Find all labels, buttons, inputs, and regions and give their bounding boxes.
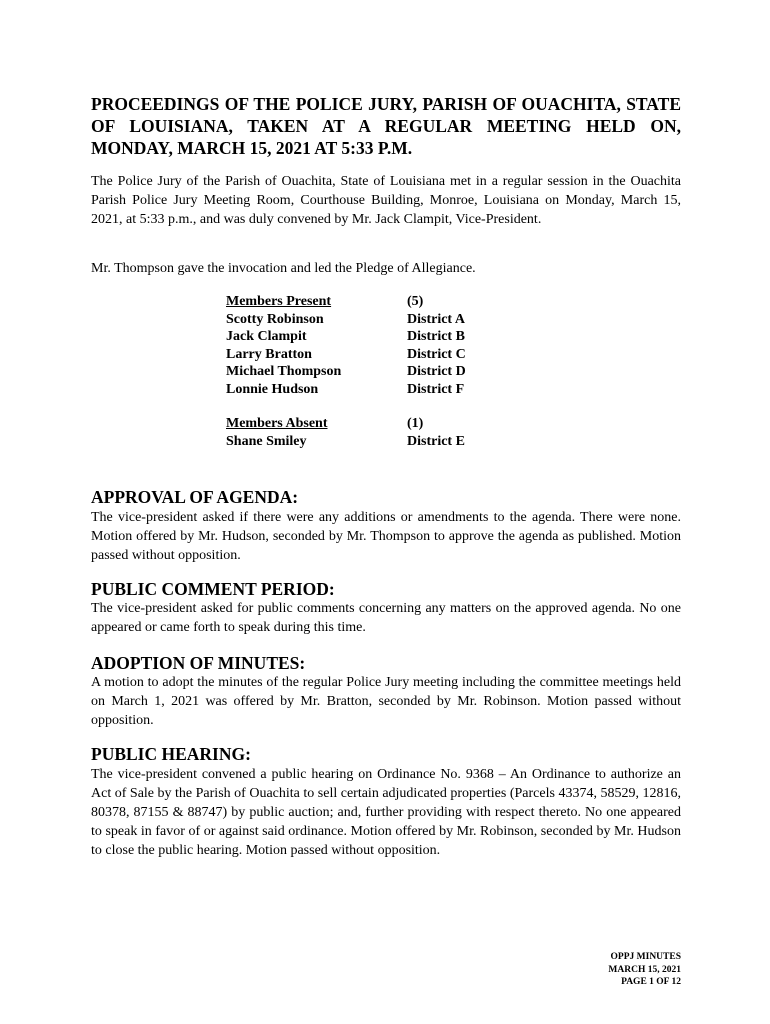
footer-page-number: PAGE 1 OF 12 bbox=[621, 977, 681, 987]
member-row bbox=[226, 381, 526, 399]
member-row bbox=[226, 328, 526, 346]
footer-minutes-label: OPPJ MINUTES bbox=[610, 952, 681, 962]
member-district: District B bbox=[407, 329, 465, 344]
member-district: District D bbox=[407, 364, 466, 379]
section-body-approval-of-agenda: The vice-president asked if there were any additions or amendments to the agenda. There were none. Motion offered by Mr. Hudson, seconded by Mr. Thompson to approve the agenda as published. Motion passed without opposition. bbox=[91, 510, 681, 563]
member-name: Scotty Robinson bbox=[226, 311, 324, 327]
section-heading-public-hearing: PUBLIC HEARING: bbox=[91, 744, 251, 764]
intro-paragraph: The Police Jury of the Parish of Ouachita, State of Louisiana met in a regular session in the Ouachita Parish Police Jury Meeting Room, Courthouse Building, Monroe, Louisiana on Monday, March 15, 2021, at 5:33 p.m., and was duly convened by Mr. Jack Clampit, Vice-President. bbox=[91, 174, 681, 227]
section-body-public-hearing: The vice-president convened a public hearing on Ordinance No. 9368 – An Ordinance to authorize an Act of Sale by the Parish of Ouachita to sell certain adjudicated properties (Parcels 43374, 58529, 12816, 80378, 87155 & 88747) by public auction; and, further providing with respect thereto. No one appeared to speak in favor of or against said ordinance. Motion offered by Mr. Robinson, seconded by Mr. Hudson to close the public hearing. Motion passed without opposition. bbox=[91, 767, 681, 858]
page-footer bbox=[608, 951, 681, 989]
member-district: District A bbox=[407, 311, 465, 327]
section-body-public-comment: The vice-president asked for public comments concerning any matters on the approved agenda. No one appeared or came forth to speak during this time. bbox=[91, 601, 681, 635]
member-row bbox=[226, 346, 526, 364]
member-district: District F bbox=[407, 381, 465, 397]
footer-date: MARCH 15, 2021 bbox=[608, 964, 681, 975]
members-present-table bbox=[226, 293, 526, 398]
members-present-header-row bbox=[226, 293, 526, 311]
member-name: Lonnie Hudson bbox=[226, 381, 319, 397]
member-row bbox=[226, 433, 526, 451]
member-district: District E bbox=[407, 433, 465, 449]
section-heading-adoption-of-minutes: ADOPTION OF MINUTES: bbox=[91, 653, 306, 673]
members-absent-count: (1) bbox=[407, 416, 424, 431]
member-district: District C bbox=[407, 346, 466, 362]
member-name: Larry Bratton bbox=[226, 346, 312, 362]
member-row bbox=[226, 311, 526, 329]
member-name: Jack Clampit bbox=[226, 329, 307, 344]
members-absent-table bbox=[226, 415, 526, 450]
document-title: PROCEEDINGS OF THE POLICE JURY, PARISH OF OUACHITA, STATE OF LOUISIANA, TAKEN AT A REGULAR MEETING HELD ON, MONDAY, MARCH 15, 2021 AT 5:33 P.M. bbox=[91, 94, 681, 158]
section-body-adoption-of-minutes: A motion to adopt the minutes of the regular Police Jury meeting including the committee meetings held on March 1, 2021 was offered by Mr. Bratton, seconded by Mr. Robinson. Motion passed without opposition. bbox=[91, 675, 681, 728]
members-present-header: Members Present bbox=[226, 294, 332, 309]
section-heading-approval-of-agenda: APPROVAL OF AGENDA: bbox=[91, 487, 299, 507]
member-row bbox=[226, 363, 526, 381]
members-absent-header-row bbox=[226, 415, 526, 433]
members-present-count: (5) bbox=[407, 294, 424, 309]
members-absent-header: Members Absent bbox=[226, 416, 328, 431]
section-heading-public-comment: PUBLIC COMMENT PERIOD: bbox=[91, 579, 335, 599]
member-name: Shane Smiley bbox=[226, 433, 307, 449]
invocation-paragraph: Mr. Thompson gave the invocation and led the Pledge of Allegiance. bbox=[91, 261, 476, 276]
member-name: Michael Thompson bbox=[226, 364, 342, 379]
